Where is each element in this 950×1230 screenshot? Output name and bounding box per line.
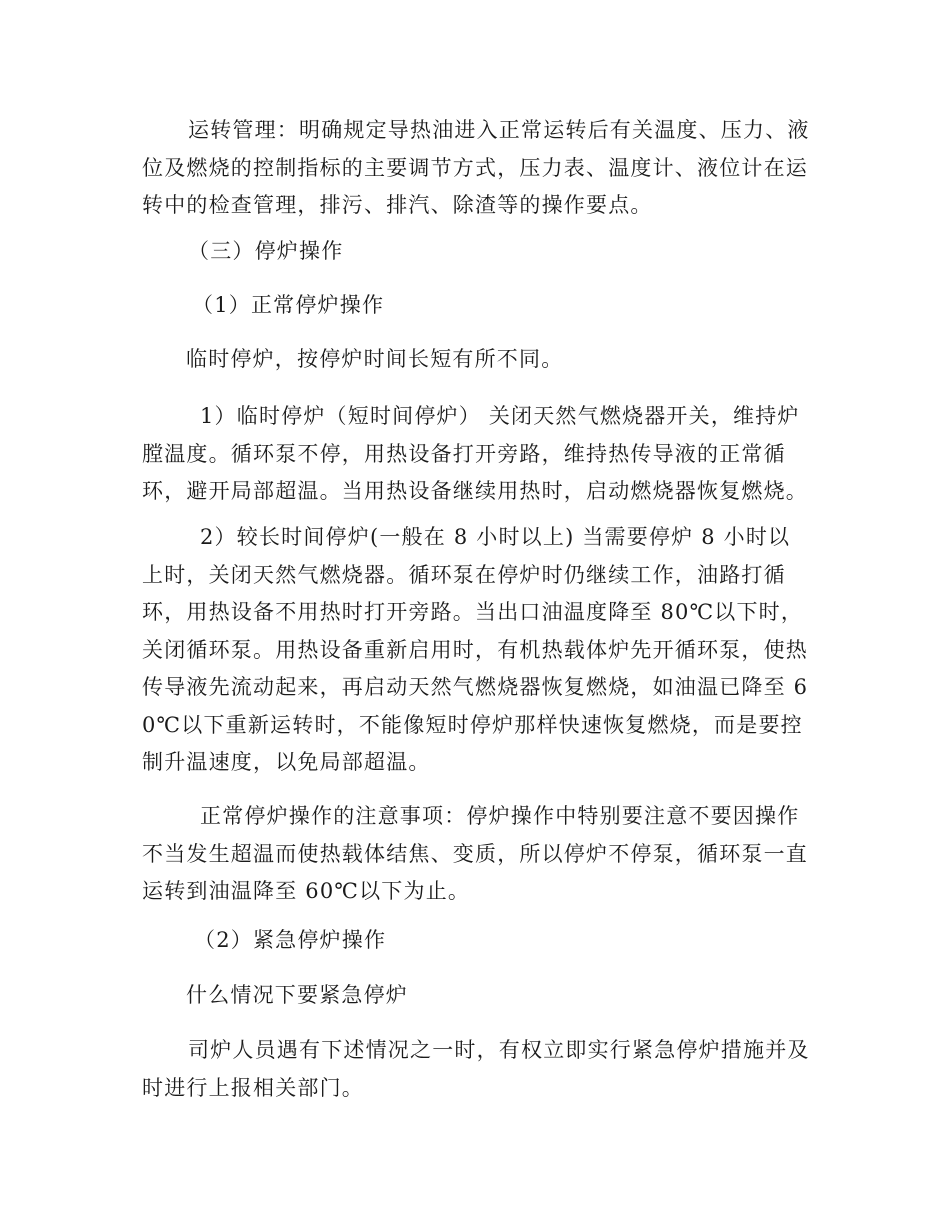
paragraph-long-shutdown: 2）较长时间停炉(一般在 8 小时以上) 当需要停炉 8 小时以上时，关闭天然气燃烧器。循环泵在停炉时仍继续工作，油路打循环，用热设备不用热时打开旁路。当出口油温度降至 80℃以下时，关闭循环泵。用热设备重新启用时，有机热载体炉先开循环泵，使热传导液先流动起来，再启动天然气燃烧器恢复燃烧，如油温已降至 60℃以下重新运转时，不能像短时停炉那样快速恢复燃烧，而是要控制升温速度，以免局部超温。 — [142, 525, 809, 774]
paragraph-short-shutdown: 1）临时停炉（短时间停炉） 关闭天然气燃烧器开关，维持炉膛温度。循环泵不停，用热设备打开旁路，维持热传导液的正常循环，避开局部超温。当用热设备继续用热时，启动燃烧器恢复燃烧。 — [142, 404, 808, 503]
paragraph-when-emergency: 什么情况下要紧急停炉 — [186, 983, 408, 1007]
paragraph-temporary-shutdown-intro: 临时停炉，按停炉时间长短有所不同。 — [186, 347, 564, 371]
heading-normal-shutdown: （1）正常停炉操作 — [192, 293, 385, 317]
heading-shutdown-operation: （三）停炉操作 — [188, 239, 344, 263]
paragraph-shutdown-notes: 正常停炉操作的注意事项：停炉操作中特别要注意不要因操作不当发生超温而使热载体结焦、变质，所以停炉不停泵，循环泵一直运转到油温降至 60℃以下为止。 — [142, 804, 808, 903]
heading-emergency-shutdown: （2）紧急停炉操作 — [194, 928, 387, 952]
paragraph-operation-management: 运转管理：明确规定导热油进入正常运转后有关温度、压力、液位及燃烧的控制指标的主要调节方式，压力表、温度计、液位计在运转中的检查管理，排污、排汽、除渣等的操作要点。 — [142, 118, 810, 217]
paragraph-operator-authority: 司炉人员遇有下述情况之一时，有权立即实行紧急停炉措施并及时进行上报相关部门。 — [142, 1038, 810, 1100]
